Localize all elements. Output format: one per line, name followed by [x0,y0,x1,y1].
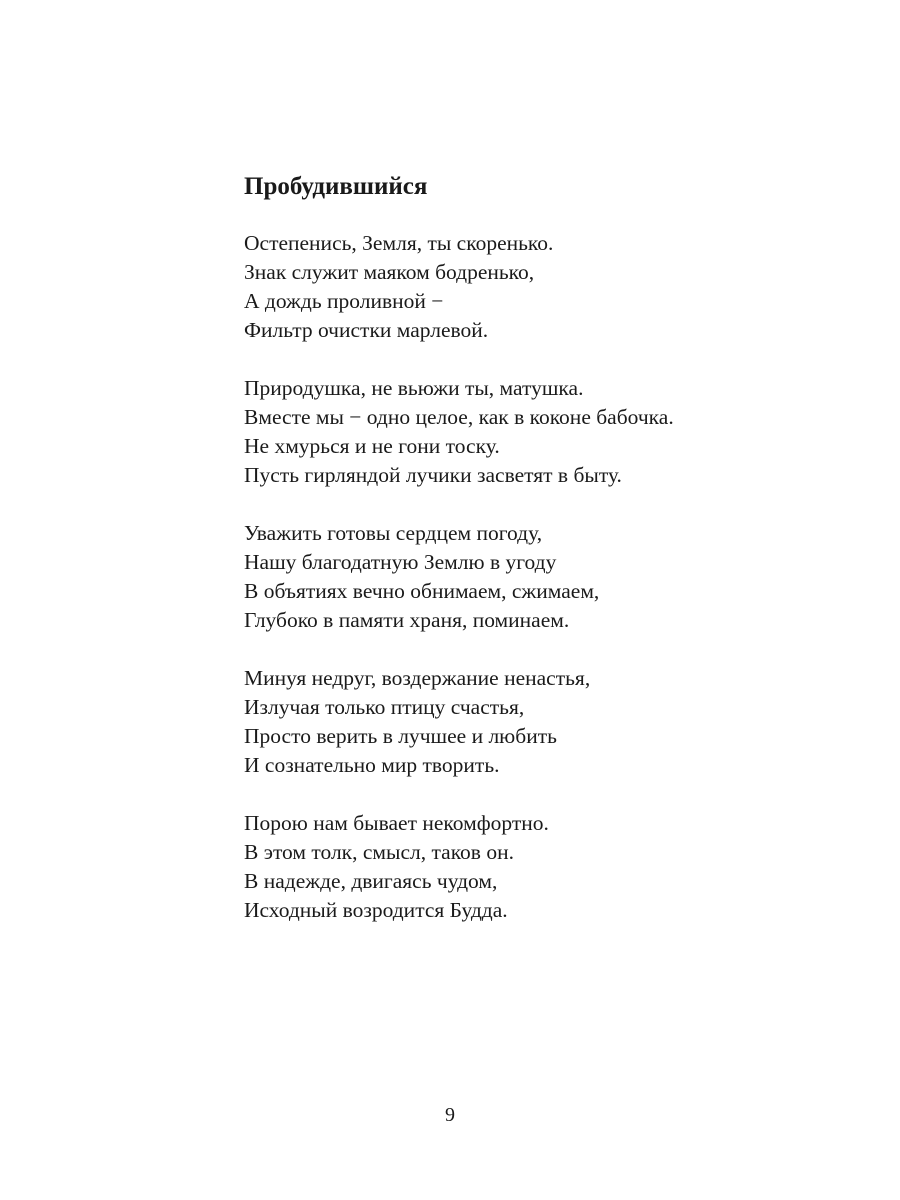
poem-line: А дождь проливной − [244,289,444,313]
poem-line: Исходный возродится Будда. [244,898,508,922]
poem-line: Знак служит маяком бодренько, [244,260,535,284]
poem-line: В объятиях вечно обнимаем, сжимаем, [244,579,600,603]
poem-line: Вместе мы − одно целое, как в коконе бабочка. [244,405,674,429]
poem-line: Не хмурься и не гони тоску. [244,434,500,458]
stanza-1 [244,229,864,345]
poem-title: Пробудившийся [244,173,428,200]
poem-line: Глубоко в памяти храня, поминаем. [244,608,570,632]
stanza-3 [244,519,864,635]
poem [244,172,864,954]
poem-line: Фильтр очистки марлевой. [244,318,489,342]
poem-line: В этом толк, смысл, таков он. [244,840,514,864]
poem-line: Излучая только птицу счастья, [244,695,525,719]
poem-line: И сознательно мир творить. [244,753,500,777]
poem-line: Остепенись, Земля, ты скоренько. [244,231,554,255]
stanza-4 [244,664,864,780]
poem-line: Порою нам бывает некомфортно. [244,811,549,835]
poem-line: Просто верить в лучшее и любить [244,724,557,748]
stanza-2 [244,374,864,490]
poem-line: Уважить готовы сердцем погоду, [244,521,543,545]
poem-line: Природушка, не вьюжи ты, матушка. [244,376,584,400]
page-number: 9 [445,1104,455,1126]
poem-line: Пусть гирляндой лучики засветят в быту. [244,463,622,487]
poem-line: Нашу благодатную Землю в угоду [244,550,557,574]
poem-line: Минуя недруг, воздержание ненастья, [244,666,591,690]
poem-line: В надежде, двигаясь чудом, [244,869,498,893]
stanza-5 [244,809,864,925]
